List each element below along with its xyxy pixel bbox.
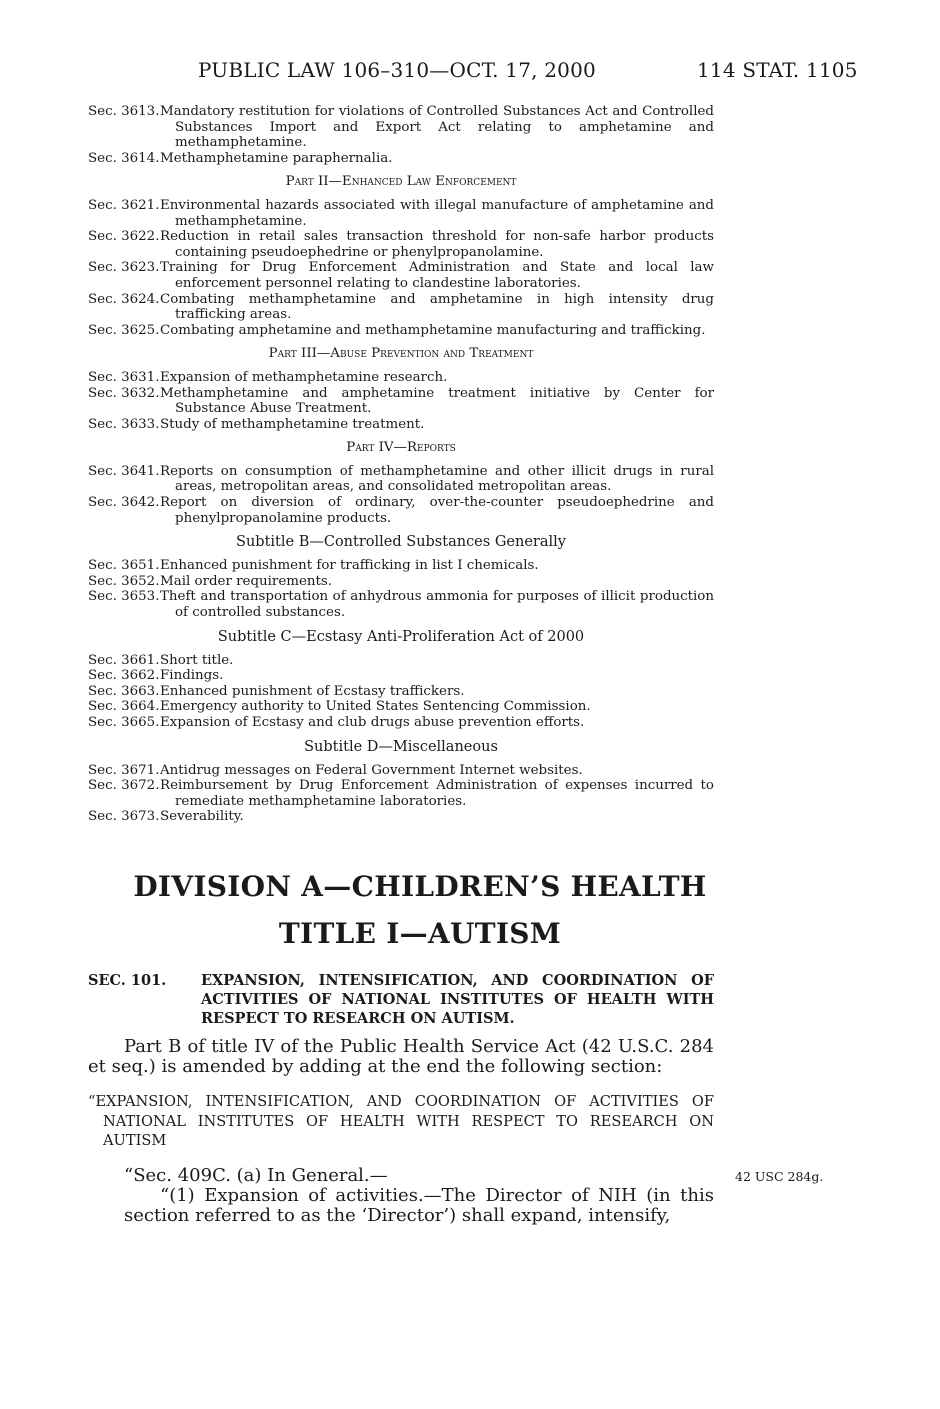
toc-entry	[88, 668, 714, 684]
toc-subtitle-heading: Subtitle D—Miscellaneous	[304, 738, 498, 755]
toc-entry	[88, 715, 714, 731]
toc-entry	[88, 809, 714, 825]
toc-section-title: Study of methamphetamine treatment.	[160, 416, 425, 432]
section-number: SEC. 101.	[88, 972, 167, 989]
toc-entry	[88, 763, 714, 779]
table-of-contents	[88, 104, 714, 825]
toc-part-heading: Part III—Abuse Prevention and Treatment	[268, 346, 534, 362]
toc-entry	[88, 684, 714, 700]
toc-entry	[88, 778, 714, 809]
toc-section-title: Training for Drug Enforcement Administration and State and local law enforcement personnel relating to clandestine laboratories.	[160, 260, 714, 291]
toc-section-title: Methamphetamine and amphetamine treatment initiative by Center for Substance Abuse Treatment.	[160, 385, 714, 417]
toc-section-number: Sec. 3664.	[88, 699, 160, 715]
toc-section-number: Sec. 3661.	[88, 652, 160, 668]
toc-entry	[88, 558, 714, 574]
toc-section-title: Short title.	[160, 652, 234, 668]
toc-section-title: Expansion of Ecstasy and club drugs abuse prevention efforts.	[160, 715, 585, 730]
toc-section-number: Sec. 3633.	[88, 416, 160, 432]
toc-entry	[88, 699, 714, 715]
toc-section-title: Reports on consumption of methamphetamine and other illicit drugs in rural areas, metropolitan areas, and consolidated metropolitan areas.	[160, 463, 714, 495]
toc-section-number: Sec. 3642.	[88, 495, 160, 511]
toc-section-number: Sec. 3663.	[88, 683, 160, 699]
section-101-heading	[88, 971, 714, 1028]
toc-subtitle-heading: Subtitle B—Controlled Substances Generally	[236, 534, 566, 551]
toc-entry	[88, 495, 714, 526]
toc-entry	[88, 260, 714, 291]
toc-section-title: Reimbursement by Drug Enforcement Administration of expenses incurred to remediate methamphetamine laboratories.	[160, 778, 714, 809]
toc-entry	[88, 323, 714, 339]
toc-part-heading: Part IV—Reports	[346, 440, 456, 456]
toc-section-number: Sec. 3653.	[88, 589, 160, 605]
amendment-paragraph: Part B of title IV of the Public Health Service Act (42 U.S.C. 284 et seq.) is amended by adding at the end the following section:	[88, 1036, 714, 1077]
toc-section-title: Reduction in retail sales transaction threshold for non-safe harbor products containing pseudoephedrine or phenylpropanolamine.	[160, 229, 714, 260]
toc-entry	[88, 386, 714, 417]
toc-section-number: Sec. 3631.	[88, 369, 160, 385]
toc-entry	[88, 653, 714, 669]
toc-section-title: Combating amphetamine and methamphetamine manufacturing and trafficking.	[160, 322, 706, 338]
title-heading: TITLE I—AUTISM	[278, 917, 562, 950]
toc-section-title: Environmental hazards associated with illegal manufacture of amphetamine and methamphetamine.	[160, 197, 714, 229]
toc-section-number: Sec. 3641.	[88, 463, 160, 479]
toc-section-number: Sec. 3652.	[88, 573, 160, 589]
toc-section-number: Sec. 3622.	[88, 229, 160, 245]
toc-section-title: Antidrug messages on Federal Government Internet websites.	[160, 762, 583, 778]
toc-section-number: Sec. 3651.	[88, 558, 160, 574]
page-stat-number: 114 STAT. 1105	[697, 58, 858, 82]
toc-section-number: Sec. 3672.	[88, 778, 160, 794]
margin-note: 42 USC 284g.	[735, 1169, 824, 1184]
toc-entry	[88, 464, 714, 495]
toc-entry	[88, 292, 714, 323]
toc-section-title: Enhanced punishment of Ecstasy traffickers.	[160, 683, 465, 699]
toc-section-number: Sec. 3665.	[88, 715, 160, 730]
toc-entry	[88, 198, 714, 229]
toc-part-heading: Part II—Enhanced Law Enforcement	[285, 174, 517, 190]
toc-entry	[88, 417, 714, 433]
toc-entry	[88, 229, 714, 260]
toc-section-number: Sec. 3614.	[88, 150, 160, 166]
toc-section-number: Sec. 3613.	[88, 104, 160, 119]
toc-section-title: Findings.	[160, 668, 224, 684]
toc-entry	[88, 151, 714, 167]
section-title: EXPANSION, INTENSIFICATION, AND COORDINATION OF ACTIVITIES OF NATIONAL INSTITUTES OF HEALTH WITH RESPECT TO RESEARCH ON AUTISM.	[201, 972, 714, 1027]
toc-entry	[88, 370, 714, 386]
sec-409c-heading: “Sec. 409C. (a) In General.—	[124, 1165, 388, 1186]
toc-section-title: Mandatory restitution for violations of Controlled Substances Act and Controlled Substances Import and Export Act relating to amphetamine and methamphetamine.	[160, 104, 714, 151]
division-heading: DIVISION A—CHILDREN’S HEALTH	[133, 870, 707, 903]
toc-section-title: Expansion of methamphetamine research.	[160, 369, 448, 385]
inserted-section-heading: “EXPANSION, INTENSIFICATION, AND COORDINATION OF ACTIVITIES OF NATIONAL INSTITUTES OF HEALTH WITH RESPECT TO RESEARCH ON AUTISM	[88, 1093, 714, 1149]
toc-section-title: Enhanced punishment for trafficking in list I chemicals.	[160, 558, 539, 574]
toc-section-number: Sec. 3632.	[88, 385, 160, 401]
toc-section-title: Combating methamphetamine and amphetamine in high intensity drug trafficking areas.	[160, 291, 714, 323]
toc-entry	[88, 589, 714, 620]
toc-section-number: Sec. 3673.	[88, 809, 160, 825]
toc-section-number: Sec. 3625.	[88, 322, 160, 338]
toc-entry	[88, 574, 714, 590]
toc-section-number: Sec. 3621.	[88, 197, 160, 213]
toc-section-number: Sec. 3624.	[88, 291, 160, 307]
subsection-1: “(1) Expansion of activities.—The Director of NIH (in this section referred to as the ‘Director’) shall expand, intensify,	[124, 1185, 714, 1226]
toc-section-title: Severability.	[160, 809, 244, 825]
toc-section-number: Sec. 3623.	[88, 260, 160, 276]
toc-section-title: Mail order requirements.	[160, 573, 333, 589]
toc-section-title: Theft and transportation of anhydrous ammonia for purposes of illicit production of controlled substances.	[160, 589, 714, 621]
running-header: PUBLIC LAW 106–310—OCT. 17, 2000	[198, 58, 596, 82]
toc-section-number: Sec. 3662.	[88, 668, 160, 684]
toc-section-title: Report on diversion of ordinary, over-the-counter pseudoephedrine and phenylpropanolamine products.	[160, 495, 714, 526]
toc-section-number: Sec. 3671.	[88, 762, 160, 778]
toc-section-title: Emergency authority to United States Sentencing Commission.	[160, 699, 591, 715]
toc-entry	[88, 104, 714, 151]
toc-section-title: Methamphetamine paraphernalia.	[160, 150, 393, 166]
toc-subtitle-heading: Subtitle C—Ecstasy Anti-Proliferation Act of 2000	[217, 628, 585, 645]
